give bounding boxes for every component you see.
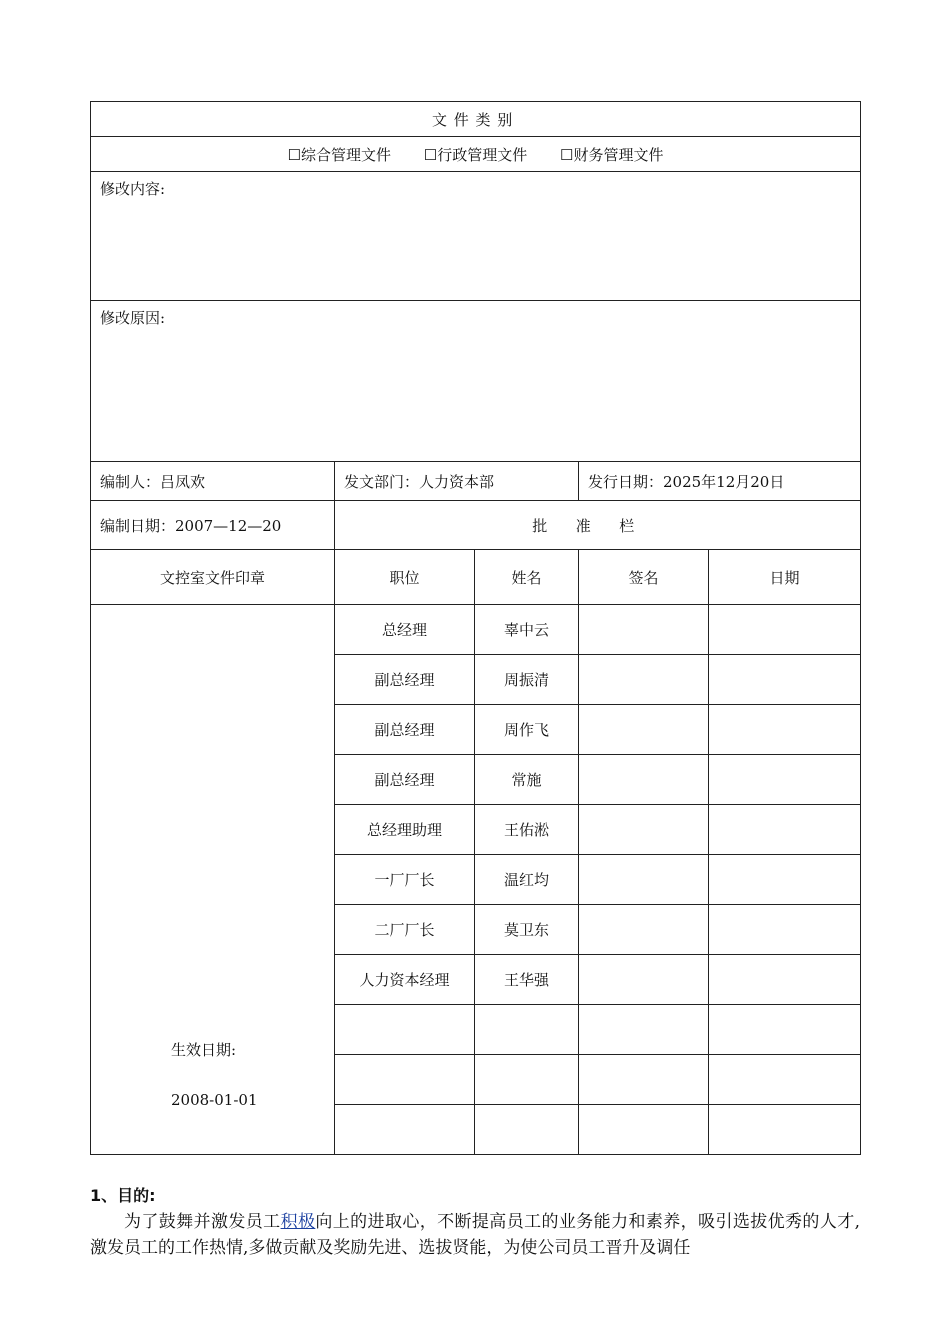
date-cell[interactable] — [709, 905, 861, 955]
empty-position-cell[interactable] — [335, 1105, 475, 1155]
date-cell[interactable] — [709, 605, 861, 655]
issue-date-field: 发行日期：2025年12月20日 — [579, 462, 861, 501]
signature-cell[interactable] — [579, 1055, 709, 1105]
approver-position: 总经理助理 — [335, 805, 475, 855]
empty-position-cell[interactable] — [335, 1055, 475, 1105]
stamp-cell — [91, 605, 335, 1155]
empty-name-cell[interactable] — [475, 1055, 579, 1105]
approver-name: 周作飞 — [475, 705, 579, 755]
approver-name: 周振清 — [475, 655, 579, 705]
signature-cell[interactable] — [579, 1005, 709, 1055]
approval-header: 批准栏 — [335, 501, 861, 550]
signature-cell[interactable] — [579, 805, 709, 855]
signature-cell[interactable] — [579, 855, 709, 905]
signature-cell[interactable] — [579, 755, 709, 805]
approver-position: 二厂厂长 — [335, 905, 475, 955]
approver-name: 常施 — [475, 755, 579, 805]
col-date-header: 日期 — [709, 550, 861, 605]
approver-position: 副总经理 — [335, 705, 475, 755]
para-text-end: 向上的进取心，不断提高员工的业务能力和素养，吸引选拔优秀的人才,激发员工的工作热情,多做贡献及奖励先进、选拔贤能，为使公司员工晋升及调任 — [90, 1212, 861, 1258]
modify-content-label: 修改内容: — [91, 172, 861, 301]
date-cell[interactable] — [709, 955, 861, 1005]
modify-reason-label: 修改原因: — [91, 301, 861, 462]
date-cell[interactable] — [709, 1005, 861, 1055]
date-cell[interactable] — [709, 655, 861, 705]
col-position-header: 职位 — [335, 550, 475, 605]
checkbox-general-management[interactable]: ☐综合管理文件 — [287, 145, 392, 164]
document-body — [90, 1183, 860, 1261]
checkbox-finance[interactable]: ☐财务管理文件 — [560, 145, 664, 164]
section-heading: 1、目的: — [90, 1186, 156, 1205]
purpose-paragraph — [90, 1209, 860, 1261]
para-text-start: 为了鼓舞并激发员工 — [124, 1212, 281, 1232]
approver-name: 莫卫东 — [475, 905, 579, 955]
date-cell[interactable] — [709, 805, 861, 855]
date-cell[interactable] — [709, 1105, 861, 1155]
table-row — [91, 605, 861, 655]
date-cell[interactable] — [709, 1055, 861, 1105]
approver-position: 副总经理 — [335, 655, 475, 705]
col-signature-header: 签名 — [579, 550, 709, 605]
approver-name: 王佑淞 — [475, 805, 579, 855]
approver-name: 温红均 — [475, 855, 579, 905]
date-cell[interactable] — [709, 705, 861, 755]
category-options — [91, 137, 861, 172]
document-control-table — [90, 101, 861, 1155]
checkbox-administrative[interactable]: ☐行政管理文件 — [423, 145, 528, 164]
approver-name: 辜中云 — [475, 605, 579, 655]
approver-position: 总经理 — [335, 605, 475, 655]
empty-position-cell[interactable] — [335, 1005, 475, 1055]
approver-name: 王华强 — [475, 955, 579, 1005]
empty-name-cell[interactable] — [475, 1005, 579, 1055]
signature-cell[interactable] — [579, 705, 709, 755]
signature-cell[interactable] — [579, 955, 709, 1005]
signature-cell[interactable] — [579, 1105, 709, 1155]
compile-date-field: 编制日期：2007—12—20 — [91, 501, 335, 550]
date-cell[interactable] — [709, 855, 861, 905]
editor-field: 编制人：吕凤欢 — [91, 462, 335, 501]
effective-date-value: 2008-01-01 — [171, 1091, 258, 1109]
category-header: 文件类别 — [91, 102, 861, 137]
signature-cell[interactable] — [579, 655, 709, 705]
col-name-header: 姓名 — [475, 550, 579, 605]
approver-position: 一厂厂长 — [335, 855, 475, 905]
signature-cell[interactable] — [579, 905, 709, 955]
signature-cell[interactable] — [579, 605, 709, 655]
approver-position: 副总经理 — [335, 755, 475, 805]
approver-position: 人力资本经理 — [335, 955, 475, 1005]
date-cell[interactable] — [709, 755, 861, 805]
empty-name-cell[interactable] — [475, 1105, 579, 1155]
department-field: 发文部门：人力资本部 — [335, 462, 579, 501]
link-positive[interactable]: 积极 — [280, 1212, 316, 1232]
col-stamp-header: 文控室文件印章 — [91, 550, 335, 605]
effective-date-label: 生效日期: — [171, 1041, 237, 1059]
